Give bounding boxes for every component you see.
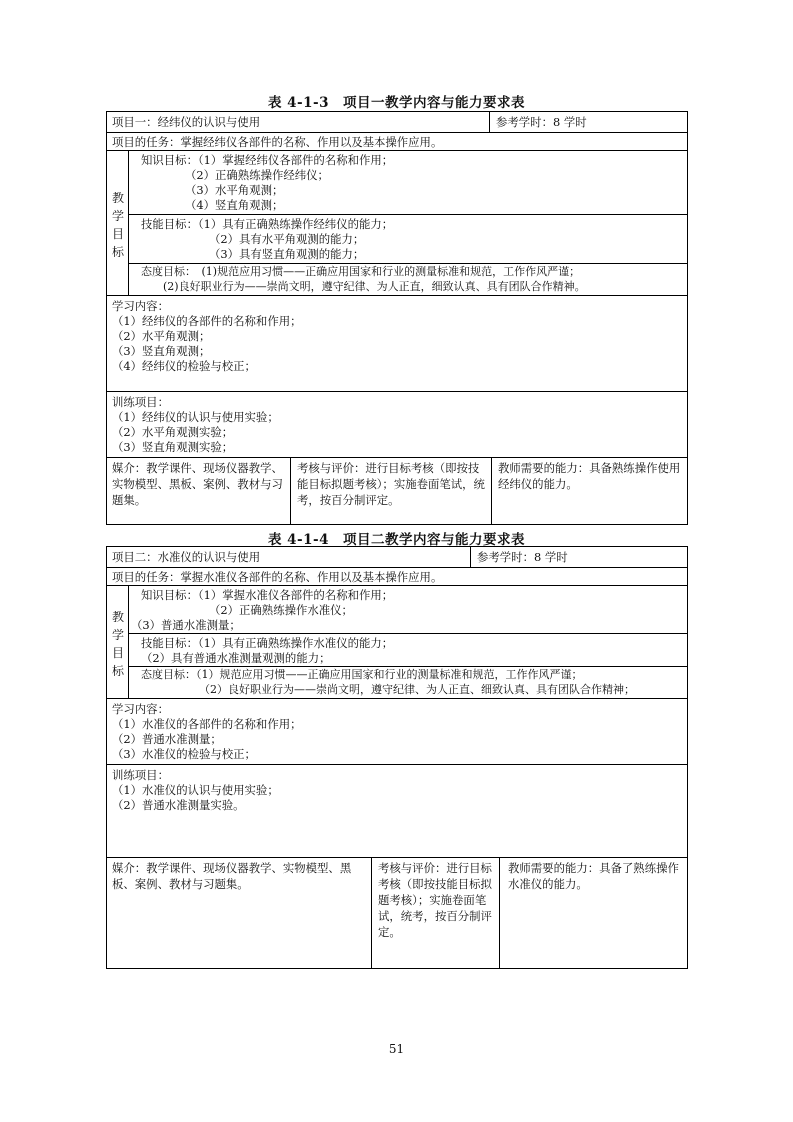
- table1-project-name: 项目一：经纬仪的认识与使用: [112, 115, 261, 129]
- table2: [106, 546, 688, 969]
- table1-teacher-ability: 教师需要的能力：具备熟练操作使用经纬仪的能力。: [491, 458, 687, 524]
- table1-hours: 参考学时：8 学时: [496, 115, 587, 129]
- table1-attitude-goals: 态度目标： (1)规范应用习惯——正确应用国家和行业的测量标准和规范，工作作风严谨； (2)良好职业行为——崇尚文明，遵守纪律、为人正直，细致认真、具有团队合作精神。: [141, 265, 586, 293]
- table1-hours-cell: [489, 112, 687, 132]
- table2-assessment: 考核与评价：进行目标考核（即按技能目标拟题考核）；实施卷面笔试，统考，按百分制评定。: [371, 858, 499, 968]
- table2-media: 媒介：教学课件、现场仪器教学、实物模型、黑板、案例、教材与习题集。: [112, 861, 352, 891]
- table2-hours-cell: [470, 547, 687, 567]
- table1-objectives-side-label: 教 学 目 标: [107, 151, 129, 295]
- table1-knowledge-goals: 知识目标：（1）掌握经纬仪各部件的名称和作用； （2）正确熟练操作经纬仪； （3）水平角观测； （4）竖直角观测；: [129, 151, 687, 215]
- table2-learning-row: 学习内容： （1）水准仪的各部件的名称和作用； （2）普通水准测量； （3）水准仪的检验与校正；: [107, 699, 687, 765]
- page-number: 51: [388, 1042, 405, 1056]
- table1-project-row: [107, 112, 687, 133]
- table2-project-row: [107, 547, 687, 568]
- table2-skill-goals: 技能目标：（1）具有正确熟练操作水准仪的能力； （2）具有普通水准测量观测的能力；: [129, 634, 687, 667]
- table1-objectives-row: [107, 151, 687, 296]
- table1-media: 媒介：教学课件、现场仪器教学、实物模型、黑板、案例、教材与习题集。: [112, 461, 283, 507]
- table2-task-row: [107, 568, 687, 586]
- table1-learning-row: 学习内容： （1）经纬仪的各部件的名称和作用； （2）水平角观测； （3）竖直角观测； （4）经纬仪的检验与校正；: [107, 296, 687, 392]
- table1-caption: 表 4-1-3 项目一教学内容与能力要求表: [267, 95, 526, 111]
- table2-objectives-row: [107, 586, 687, 699]
- table1: [106, 111, 688, 525]
- table2-project-name: 项目二：水准仪的认识与使用: [112, 550, 261, 564]
- table1-assessment: 考核与评价：进行目标考核（即按技能目标拟题考核）；实施卷面笔试，统考，按百分制评定。: [290, 458, 491, 524]
- table2-caption: 表 4-1-4 项目二教学内容与能力要求表: [267, 532, 526, 548]
- table1-resources-row: [107, 458, 687, 524]
- table1-task-row: [107, 133, 687, 151]
- table2-teacher-ability: 教师需要的能力：具备了熟练操作水准仪的能力。: [499, 858, 687, 968]
- table1-skill-goals: 技能目标：（1）具有正确熟练操作经纬仪的能力； （2）具有水平角观测的能力； （3）具有竖直角观测的能力；: [129, 215, 687, 264]
- table2-task: 项目的任务：掌握水准仪各部件的名称、作用以及基本操作应用。: [112, 570, 443, 584]
- table2-resources-row: [107, 858, 687, 968]
- table2-hours: 参考学时：8 学时: [477, 550, 568, 564]
- table2-objectives-side-label: 教 学 目 标: [107, 586, 129, 698]
- table2-training-row: 训练项目： （1）水准仪的认识与使用实验； （2）普通水准测量实验。: [107, 765, 687, 858]
- table2-attitude-goals: 态度目标：（1）规范应用习惯——正确应用国家和行业的测量标准和规范，工作作风严谨； （2）良好职业行为——崇尚文明，遵守纪律、为人正直、细致认真、具有团队合作精神；: [141, 668, 635, 696]
- table1-training-row: 训练项目： （1）经纬仪的认识与使用实验； （2）水平角观测实验； （3）竖直角观测实验；: [107, 392, 687, 458]
- table2-knowledge-goals: 知识目标：（1）掌握水准仪各部件的名称和作用； （2）正确熟练操作水准仪； （3）普通水准测量；: [129, 586, 687, 634]
- table1-task: 项目的任务：掌握经纬仪各部件的名称、作用以及基本操作应用。: [112, 135, 443, 149]
